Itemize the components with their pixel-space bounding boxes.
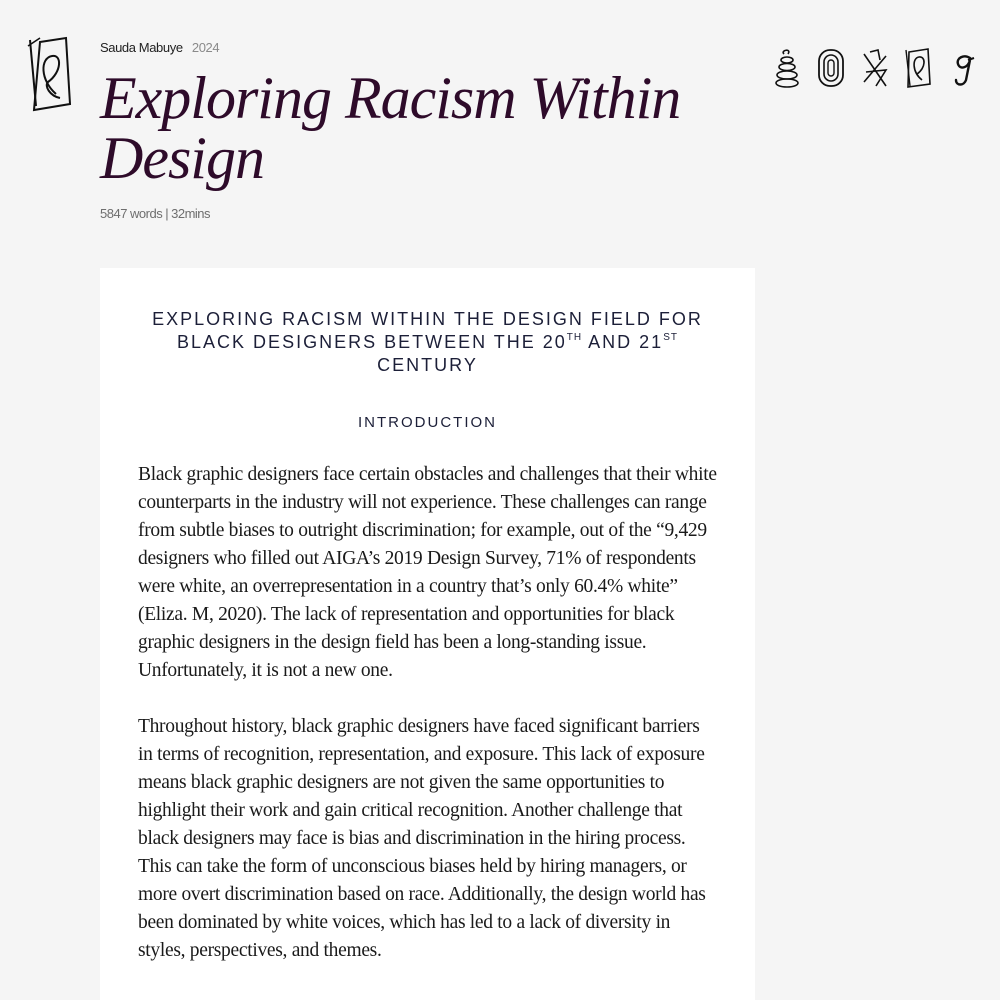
heading-text-end: CENTURY [377,355,478,375]
section-heading-introduction: INTRODUCTION [358,414,497,431]
site-logo[interactable] [26,36,74,114]
nav-link-4[interactable] [904,46,934,90]
page-title: Exploring Racism Within Design [100,65,681,191]
signature-logo-icon [26,36,74,114]
nav-link-1[interactable] [772,46,802,90]
nav-link-5[interactable] [948,46,978,90]
author-name[interactable]: Sauda Mabuye [100,40,183,55]
heading-text: EXPLORING RACISM WITHIN THE DESIGN FIELD FOR BLACK DESIGNERS BETWEEN THE 20 [152,309,703,352]
nav-link-2[interactable] [816,46,846,90]
heading-superscript-st: ST [663,332,678,343]
publish-year: 2024 [191,40,220,55]
heading-text-mid: AND 21 [582,332,664,352]
nav-link-3[interactable] [860,46,890,90]
body-paragraph: Throughout history, black graphic designers have faced significant barriers in terms of recognition, representation, and exposure. This lack of exposure means black graphic designers are not given the same opportunities to highlight their work and gain critical recognition. Another challenge that black designers may face is bias and discrimination in the hiring process. This can take the form of unconscious biases held by hiring managers, or more overt discrimination based on race. Additionally, the design world has been dominated by white voices, which has led to a lack of diversity in styles, perspectives, and themes. [138,716,706,961]
icon-nav [772,46,978,90]
stats-separator: | [165,206,169,221]
read-time: 32mins [171,206,211,221]
stacked-swirl-icon [772,46,802,90]
framed-sketch-icon [904,46,934,90]
body-paragraph: Black graphic designers face certain obstacles and challenges that their white counterparts in the industry will not experience. These challenges can range from subtle biases to outright discrimination; for example, out of the “9,429 designers who filled out AIGA’s 2019 Design Survey, 71% of respondents were white, an overrepresentation in a country that’s only 60.4% white” (Eliza. M, 2020). The lack of representation and opportunities for black graphic designers in the design field has been a long-standing issue. Unfortunately, it is not a new one. [138,464,717,681]
heading-superscript-th: TH [566,332,583,343]
crossed-lines-icon [860,46,890,90]
script-g-icon [948,46,978,90]
concentric-loop-icon [816,46,846,90]
article-stats [100,206,740,221]
document-card [100,268,755,1000]
article-header [100,38,740,221]
word-count: 5847 words [100,206,163,221]
author-line [100,38,740,58]
document-heading [148,308,708,377]
